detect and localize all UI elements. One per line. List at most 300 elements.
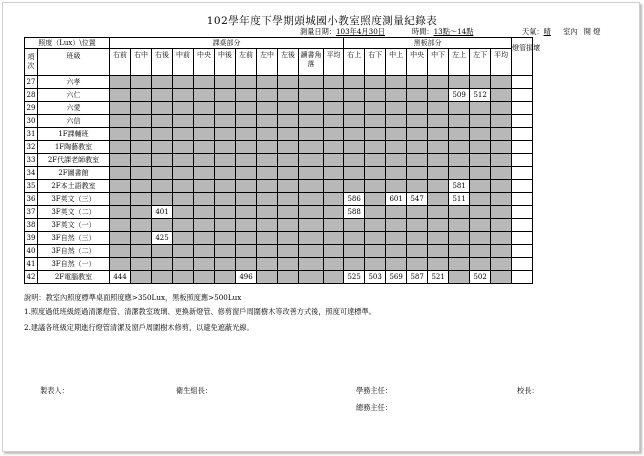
table-row bbox=[25, 154, 636, 167]
lamp-damage-cell bbox=[512, 206, 533, 219]
empty-cell bbox=[215, 115, 236, 128]
empty-cell bbox=[449, 219, 470, 232]
empty-cell bbox=[194, 258, 215, 271]
board-col-header: 左上 bbox=[449, 49, 470, 76]
table-row bbox=[25, 89, 636, 102]
class-header: 班級 bbox=[38, 49, 110, 76]
row-number: 34 bbox=[25, 167, 38, 180]
empty-cell bbox=[299, 141, 324, 154]
empty-cell bbox=[491, 76, 512, 89]
empty-cell bbox=[131, 89, 152, 102]
lux-value: 521 bbox=[428, 271, 449, 284]
empty-cell bbox=[152, 128, 173, 141]
empty-cell bbox=[386, 167, 407, 180]
empty-cell bbox=[278, 258, 299, 271]
empty-cell bbox=[236, 115, 257, 128]
empty-cell bbox=[131, 167, 152, 180]
empty-cell bbox=[324, 115, 344, 128]
empty-cell bbox=[173, 271, 194, 284]
empty-cell bbox=[194, 232, 215, 245]
empty-cell bbox=[257, 206, 278, 219]
empty-cell bbox=[236, 258, 257, 271]
empty-cell bbox=[236, 206, 257, 219]
empty-cell bbox=[215, 102, 236, 115]
lamp-damage-cell bbox=[512, 115, 533, 128]
empty-cell bbox=[173, 102, 194, 115]
table-row bbox=[25, 180, 636, 193]
empty-cell bbox=[491, 232, 512, 245]
lamp-damage-cell bbox=[512, 193, 533, 206]
lux-value: 581 bbox=[449, 180, 470, 193]
empty-cell bbox=[386, 180, 407, 193]
class-name: 3F自然（一） bbox=[38, 258, 110, 271]
empty-cell bbox=[194, 141, 215, 154]
empty-cell bbox=[110, 102, 131, 115]
empty-cell bbox=[131, 193, 152, 206]
sig-general-director: 總務主任： bbox=[356, 403, 392, 412]
empty-cell bbox=[152, 193, 173, 206]
empty-cell bbox=[173, 128, 194, 141]
lamp-damage-cell bbox=[512, 271, 533, 284]
empty-cell bbox=[131, 232, 152, 245]
empty-cell bbox=[173, 89, 194, 102]
lux-value: 496 bbox=[236, 271, 257, 284]
empty-cell bbox=[278, 102, 299, 115]
empty-cell bbox=[194, 154, 215, 167]
header-row-1 bbox=[25, 38, 636, 49]
lux-value: 511 bbox=[449, 193, 470, 206]
empty-cell bbox=[470, 232, 491, 245]
empty-cell bbox=[278, 167, 299, 180]
empty-cell bbox=[110, 89, 131, 102]
empty-cell bbox=[428, 141, 449, 154]
empty-cell bbox=[236, 232, 257, 245]
table-row bbox=[25, 258, 636, 271]
table-row bbox=[25, 141, 636, 154]
row-number: 39 bbox=[25, 232, 38, 245]
empty-cell bbox=[215, 232, 236, 245]
empty-cell bbox=[299, 193, 324, 206]
class-name: 3F英文（二） bbox=[38, 206, 110, 219]
empty-cell bbox=[152, 89, 173, 102]
empty-cell bbox=[407, 180, 428, 193]
empty-cell bbox=[236, 193, 257, 206]
class-name: 2F代課老師教室 bbox=[38, 154, 110, 167]
empty-cell bbox=[278, 76, 299, 89]
corner-header: 照度（Lux）\位置 bbox=[25, 38, 110, 49]
empty-cell bbox=[110, 245, 131, 258]
lux-value: 502 bbox=[470, 271, 491, 284]
empty-cell bbox=[236, 128, 257, 141]
empty-cell bbox=[386, 102, 407, 115]
empty-cell bbox=[299, 154, 324, 167]
item-header: 項次 bbox=[25, 49, 38, 76]
empty-cell bbox=[324, 167, 344, 180]
empty-cell bbox=[257, 76, 278, 89]
empty-cell bbox=[407, 89, 428, 102]
empty-cell bbox=[236, 76, 257, 89]
empty-cell bbox=[428, 167, 449, 180]
note-improvement: 1.照度過低班級經過清潔燈管、清潔教室玻璃、更換新燈管、修剪窗戶周圍樹木等改善方式後，照度可達標準。 bbox=[24, 307, 376, 316]
class-name: 1F陶藝教室 bbox=[38, 141, 110, 154]
empty-cell bbox=[278, 154, 299, 167]
empty-cell bbox=[152, 245, 173, 258]
lamp-header: 燈管損壞 bbox=[512, 38, 533, 76]
empty-cell bbox=[386, 245, 407, 258]
empty-cell bbox=[491, 128, 512, 141]
empty-cell bbox=[365, 115, 386, 128]
measure-time bbox=[412, 27, 473, 37]
empty-cell bbox=[407, 102, 428, 115]
desk-col-header: 左前 bbox=[236, 49, 257, 76]
row-number: 35 bbox=[25, 180, 38, 193]
empty-cell bbox=[299, 102, 324, 115]
lamp-damage-cell bbox=[512, 180, 533, 193]
empty-cell bbox=[173, 206, 194, 219]
desk-col-header: 右後 bbox=[152, 49, 173, 76]
date-label: 測量日期： bbox=[300, 27, 336, 36]
empty-cell bbox=[110, 232, 131, 245]
empty-cell bbox=[470, 245, 491, 258]
empty-cell bbox=[215, 76, 236, 89]
empty-cell bbox=[386, 89, 407, 102]
empty-cell bbox=[131, 115, 152, 128]
empty-cell bbox=[491, 245, 512, 258]
lamp-damage-cell bbox=[512, 89, 533, 102]
empty-cell bbox=[470, 219, 491, 232]
empty-cell bbox=[344, 219, 365, 232]
empty-cell bbox=[110, 76, 131, 89]
empty-cell bbox=[324, 193, 344, 206]
lamp-damage-cell bbox=[512, 232, 533, 245]
class-name: 3F英文（三） bbox=[38, 193, 110, 206]
empty-cell bbox=[491, 180, 512, 193]
empty-cell bbox=[365, 258, 386, 271]
board-col-header: 平均 bbox=[491, 49, 512, 76]
sig-academic-director: 學務主任： bbox=[356, 386, 392, 395]
empty-cell bbox=[344, 245, 365, 258]
empty-cell bbox=[152, 76, 173, 89]
empty-cell bbox=[491, 102, 512, 115]
empty-cell bbox=[131, 271, 152, 284]
lamp-damage-cell bbox=[512, 167, 533, 180]
empty-cell bbox=[428, 115, 449, 128]
empty-cell bbox=[407, 219, 428, 232]
empty-cell bbox=[215, 219, 236, 232]
row-number: 30 bbox=[25, 115, 38, 128]
weather-value: 晴 bbox=[543, 27, 551, 36]
weather bbox=[522, 27, 600, 37]
lux-value: 503 bbox=[365, 271, 386, 284]
class-name: 六孝 bbox=[38, 76, 110, 89]
empty-cell bbox=[407, 76, 428, 89]
empty-cell bbox=[428, 180, 449, 193]
class-name: 3F自然（二） bbox=[38, 245, 110, 258]
empty-cell bbox=[299, 115, 324, 128]
empty-cell bbox=[365, 193, 386, 206]
empty-cell bbox=[324, 245, 344, 258]
empty-cell bbox=[194, 76, 215, 89]
desk-col-header: 中後 bbox=[215, 49, 236, 76]
empty-cell bbox=[449, 232, 470, 245]
row-number: 37 bbox=[25, 206, 38, 219]
empty-cell bbox=[173, 232, 194, 245]
empty-cell bbox=[386, 128, 407, 141]
empty-cell bbox=[131, 76, 152, 89]
desk-group-header: 課桌部分 bbox=[110, 38, 344, 49]
empty-cell bbox=[152, 180, 173, 193]
empty-cell bbox=[278, 245, 299, 258]
empty-cell bbox=[131, 128, 152, 141]
empty-cell bbox=[407, 128, 428, 141]
empty-cell bbox=[428, 219, 449, 232]
empty-cell bbox=[470, 193, 491, 206]
empty-cell bbox=[299, 271, 324, 284]
empty-cell bbox=[365, 219, 386, 232]
empty-cell bbox=[365, 76, 386, 89]
empty-cell bbox=[491, 219, 512, 232]
empty-cell bbox=[428, 258, 449, 271]
empty-cell bbox=[491, 167, 512, 180]
empty-cell bbox=[236, 154, 257, 167]
empty-cell bbox=[449, 76, 470, 89]
empty-cell bbox=[386, 141, 407, 154]
empty-cell bbox=[428, 232, 449, 245]
empty-cell bbox=[110, 154, 131, 167]
time-label: 時間： bbox=[412, 27, 434, 36]
empty-cell bbox=[324, 180, 344, 193]
empty-cell bbox=[278, 232, 299, 245]
table-row bbox=[25, 128, 636, 141]
lux-value: 444 bbox=[110, 271, 131, 284]
lamp-damage-cell bbox=[512, 258, 533, 271]
class-name: 2F本土語教室 bbox=[38, 180, 110, 193]
empty-cell bbox=[257, 258, 278, 271]
empty-cell bbox=[194, 193, 215, 206]
empty-cell bbox=[173, 76, 194, 89]
empty-cell bbox=[257, 154, 278, 167]
empty-cell bbox=[386, 206, 407, 219]
empty-cell bbox=[194, 89, 215, 102]
lamp-damage-cell bbox=[512, 76, 533, 89]
empty-cell bbox=[344, 232, 365, 245]
empty-cell bbox=[152, 219, 173, 232]
date-value: 103年4月30日 bbox=[335, 27, 385, 36]
class-name: 六仁 bbox=[38, 89, 110, 102]
empty-cell bbox=[470, 167, 491, 180]
row-number: 42 bbox=[25, 271, 38, 284]
empty-cell bbox=[215, 180, 236, 193]
lux-value: 512 bbox=[470, 89, 491, 102]
empty-cell bbox=[278, 219, 299, 232]
empty-cell bbox=[407, 258, 428, 271]
empty-cell bbox=[428, 193, 449, 206]
empty-cell bbox=[470, 102, 491, 115]
empty-cell bbox=[131, 102, 152, 115]
table-row bbox=[25, 102, 636, 115]
board-col-header: 右下 bbox=[365, 49, 386, 76]
empty-cell bbox=[215, 206, 236, 219]
empty-cell bbox=[257, 193, 278, 206]
weather-label: 天氣： bbox=[522, 27, 544, 36]
empty-cell bbox=[278, 180, 299, 193]
empty-cell bbox=[324, 141, 344, 154]
class-name: 2F電腦教室 bbox=[38, 271, 110, 284]
empty-cell bbox=[257, 180, 278, 193]
empty-cell bbox=[449, 115, 470, 128]
empty-cell bbox=[215, 154, 236, 167]
empty-cell bbox=[194, 219, 215, 232]
empty-cell bbox=[110, 128, 131, 141]
desk-col-header: 左後 bbox=[278, 49, 299, 76]
empty-cell bbox=[449, 102, 470, 115]
empty-cell bbox=[194, 180, 215, 193]
empty-cell bbox=[365, 180, 386, 193]
empty-cell bbox=[236, 245, 257, 258]
empty-cell bbox=[299, 206, 324, 219]
empty-cell bbox=[215, 141, 236, 154]
empty-cell bbox=[152, 167, 173, 180]
empty-cell bbox=[491, 258, 512, 271]
empty-cell bbox=[173, 167, 194, 180]
empty-cell bbox=[428, 128, 449, 141]
empty-cell bbox=[152, 271, 173, 284]
empty-cell bbox=[173, 193, 194, 206]
empty-cell bbox=[236, 141, 257, 154]
table-row bbox=[25, 167, 636, 180]
empty-cell bbox=[299, 89, 324, 102]
empty-cell bbox=[152, 115, 173, 128]
empty-cell bbox=[152, 258, 173, 271]
empty-cell bbox=[257, 219, 278, 232]
empty-cell bbox=[299, 76, 324, 89]
board-group-header: 黑板部分 bbox=[344, 38, 512, 49]
lamp-damage-cell bbox=[512, 245, 533, 258]
empty-cell bbox=[470, 154, 491, 167]
indoor-label: 室內 bbox=[563, 27, 578, 36]
empty-cell bbox=[215, 271, 236, 284]
lux-value: 569 bbox=[386, 271, 407, 284]
empty-cell bbox=[344, 258, 365, 271]
empty-cell bbox=[449, 245, 470, 258]
empty-cell bbox=[173, 258, 194, 271]
empty-cell bbox=[449, 154, 470, 167]
header-row-2 bbox=[25, 49, 636, 76]
empty-cell bbox=[491, 115, 512, 128]
desk-col-header: 中前 bbox=[173, 49, 194, 76]
class-name: 3F自然（三） bbox=[38, 232, 110, 245]
empty-cell bbox=[278, 141, 299, 154]
empty-cell bbox=[257, 141, 278, 154]
class-name: 2F圖書館 bbox=[38, 167, 110, 180]
empty-cell bbox=[470, 258, 491, 271]
empty-cell bbox=[365, 141, 386, 154]
board-col-header: 右上 bbox=[344, 49, 365, 76]
lux-value: 547 bbox=[407, 193, 428, 206]
empty-cell bbox=[386, 76, 407, 89]
empty-cell bbox=[324, 258, 344, 271]
lamp-damage-cell bbox=[512, 141, 533, 154]
empty-cell bbox=[110, 258, 131, 271]
empty-cell bbox=[470, 128, 491, 141]
empty-cell bbox=[324, 102, 344, 115]
empty-cell bbox=[365, 154, 386, 167]
empty-cell bbox=[236, 219, 257, 232]
note-standard: 說明：教室內照度標準桌面照度應>350Lux，黑板照度應>500Lux bbox=[24, 293, 242, 302]
empty-cell bbox=[365, 102, 386, 115]
empty-cell bbox=[110, 141, 131, 154]
empty-cell bbox=[449, 141, 470, 154]
empty-cell bbox=[491, 206, 512, 219]
sig-maker: 製表人： bbox=[40, 386, 69, 395]
empty-cell bbox=[215, 167, 236, 180]
table-row bbox=[25, 193, 636, 206]
empty-cell bbox=[449, 128, 470, 141]
empty-cell bbox=[131, 219, 152, 232]
empty-cell bbox=[386, 258, 407, 271]
empty-cell bbox=[110, 115, 131, 128]
row-number: 28 bbox=[25, 89, 38, 102]
desk-col-header: 讀書角落 bbox=[299, 49, 324, 76]
empty-cell bbox=[407, 115, 428, 128]
empty-cell bbox=[257, 102, 278, 115]
empty-cell bbox=[278, 89, 299, 102]
board-col-header: 左下 bbox=[470, 49, 491, 76]
empty-cell bbox=[110, 206, 131, 219]
empty-cell bbox=[365, 128, 386, 141]
time-value: 13點～14點 bbox=[433, 27, 474, 36]
empty-cell bbox=[344, 141, 365, 154]
lamp-damage-cell bbox=[512, 128, 533, 141]
lamp-damage-cell bbox=[512, 154, 533, 167]
table-row bbox=[25, 271, 636, 284]
empty-cell bbox=[407, 232, 428, 245]
empty-cell bbox=[324, 271, 344, 284]
empty-cell bbox=[344, 76, 365, 89]
empty-cell bbox=[173, 245, 194, 258]
desk-col-header: 右中 bbox=[131, 49, 152, 76]
empty-cell bbox=[324, 76, 344, 89]
empty-cell bbox=[173, 219, 194, 232]
lamp-on-label: 開 燈 bbox=[583, 27, 601, 36]
empty-cell bbox=[131, 245, 152, 258]
board-col-header: 中央 bbox=[407, 49, 428, 76]
desk-col-header: 左中 bbox=[257, 49, 278, 76]
empty-cell bbox=[449, 271, 470, 284]
empty-cell bbox=[257, 245, 278, 258]
empty-cell bbox=[257, 128, 278, 141]
empty-cell bbox=[278, 193, 299, 206]
empty-cell bbox=[194, 102, 215, 115]
lux-value: 425 bbox=[152, 232, 173, 245]
empty-cell bbox=[215, 245, 236, 258]
lux-value: 587 bbox=[407, 271, 428, 284]
empty-cell bbox=[344, 102, 365, 115]
empty-cell bbox=[324, 154, 344, 167]
empty-cell bbox=[324, 219, 344, 232]
empty-cell bbox=[194, 245, 215, 258]
note-suggestion: 2.建議各班級定期進行燈管清潔及窗戶周圍樹木修剪，以避免遮蔽光線。 bbox=[24, 323, 254, 332]
empty-cell bbox=[428, 76, 449, 89]
empty-cell bbox=[257, 271, 278, 284]
lux-value: 586 bbox=[344, 193, 365, 206]
empty-cell bbox=[491, 89, 512, 102]
empty-cell bbox=[428, 89, 449, 102]
empty-cell bbox=[194, 271, 215, 284]
empty-cell bbox=[215, 258, 236, 271]
row-number: 33 bbox=[25, 154, 38, 167]
row-number: 38 bbox=[25, 219, 38, 232]
